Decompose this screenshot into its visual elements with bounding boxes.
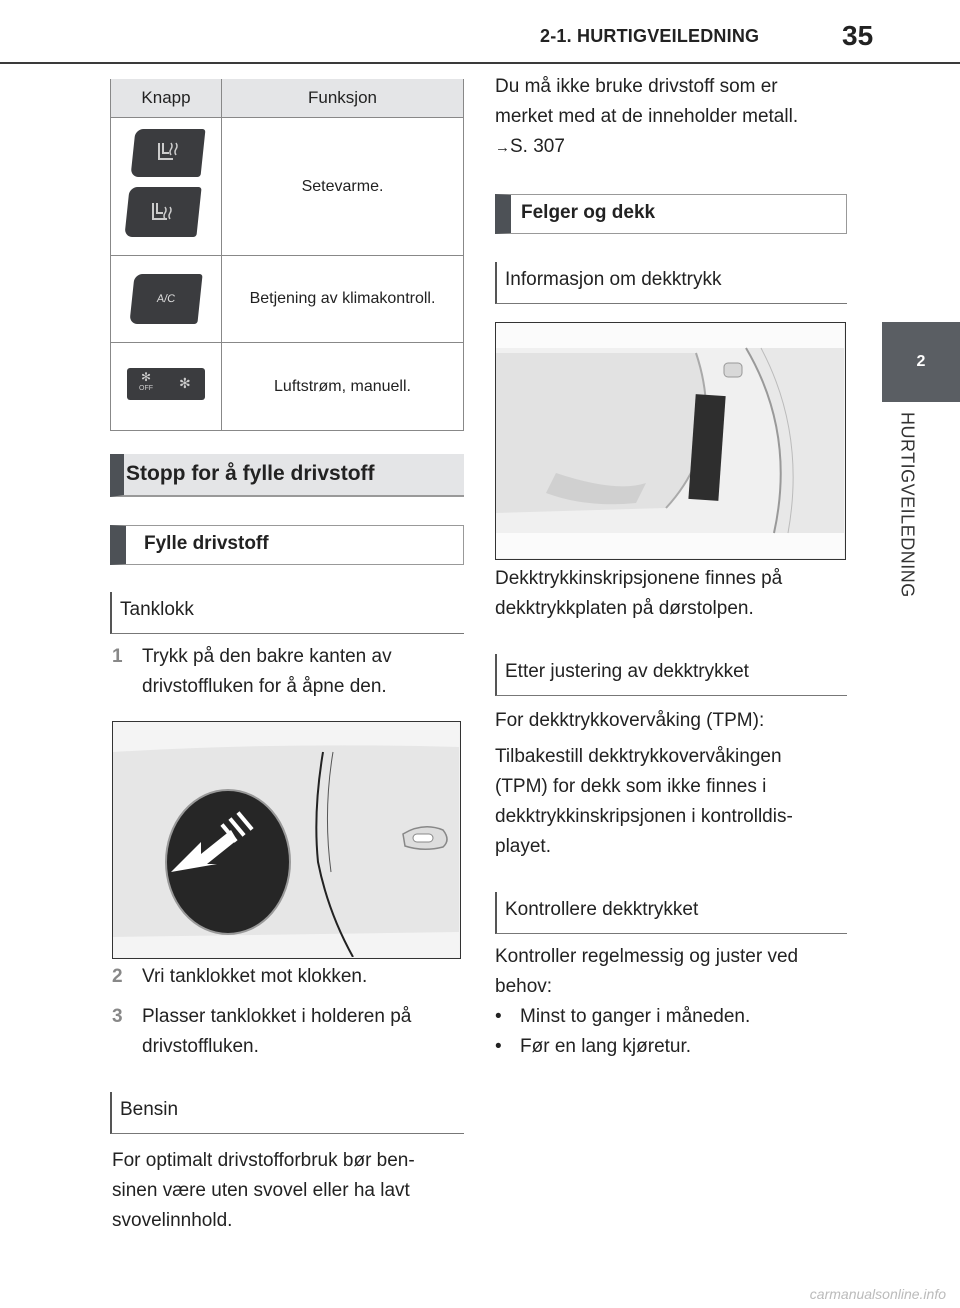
text-line: sinen være uten svovel eller ha lavt (112, 1180, 410, 1201)
text-line: Kontroller regelmessig og juster ved (495, 946, 799, 967)
bullet-text: Minst to ganger i måneden. (520, 1006, 751, 1027)
text-line: dekktrykkinskripsjonen i kontrolldis- (495, 806, 793, 827)
step-number: 2 (112, 966, 123, 987)
text-line: Tilbakestill dekktrykkovervåkingen (495, 746, 782, 767)
airflow-button-icon (127, 368, 205, 400)
airflow-icon-cell (111, 343, 222, 431)
heading-after-adjust-text: Etter justering av dekktrykket (505, 661, 749, 682)
watermark[interactable]: carmanualsonline.info (809, 1286, 946, 1302)
subsection-tires (495, 194, 847, 234)
chapter-side-label-text: HURTIGVEILEDNING (897, 412, 918, 598)
text-line: merket med at de inneholder metall. (495, 106, 799, 127)
section-refuel (110, 454, 464, 497)
adjust-paragraph (495, 742, 847, 862)
seat-heater-function: Setevarme. (222, 118, 464, 256)
chapter-side-label (867, 412, 947, 632)
running-header: 2-1. HURTIGVEILEDNING (540, 26, 760, 46)
check-paragraph (495, 942, 847, 1062)
bullet-icon: • (495, 1006, 502, 1027)
subsection-refuel (110, 525, 464, 565)
header-rule (0, 62, 960, 64)
text-line: For dekktrykkovervåking (TPM): (495, 710, 765, 731)
bensin-paragraph (112, 1146, 464, 1236)
table-row (111, 256, 464, 343)
button-function-table (110, 79, 464, 431)
heading-check-pressure (495, 892, 847, 934)
heading-check-pressure-text: Kontrollere dekktrykket (505, 899, 699, 920)
text-line: playet. (495, 836, 551, 857)
bullet-text: Før en lang kjøretur. (520, 1036, 692, 1057)
fuel-door-image (112, 721, 461, 959)
text-line: Du må ikke bruke drivstoff som er (495, 76, 778, 97)
seat-heater-icon-cell (111, 118, 222, 256)
section-refuel-title: Stopp for å fylle drivstoff (126, 462, 375, 485)
chapter-tab: 2 (882, 322, 960, 402)
step-text: Vri tanklokket mot klokken. (142, 966, 368, 987)
step-3 (112, 1002, 462, 1062)
page-number: 35 (842, 20, 874, 51)
adjust-intro (495, 706, 847, 736)
tire-placard-image (495, 322, 846, 560)
table-row (111, 343, 464, 431)
step-number: 1 (112, 646, 123, 667)
step-number: 3 (112, 1006, 123, 1027)
text-line: behov: (495, 976, 553, 997)
heading-tanklokk (110, 592, 464, 634)
tire-info-paragraph (495, 564, 847, 624)
fuel-door-illustration (113, 722, 459, 957)
table-header-button: Knapp (111, 79, 222, 118)
page-reference[interactable] (495, 132, 847, 163)
ac-button-icon (129, 274, 202, 324)
ac-button-text: A/C (156, 293, 176, 305)
bullet-item (495, 1002, 847, 1032)
table-row (111, 118, 464, 256)
heading-bensin (110, 1092, 464, 1134)
seat-heater-icon (127, 129, 205, 239)
step-2 (112, 962, 462, 992)
ac-function: Betjening av klimakontroll. (222, 256, 464, 343)
heading-after-adjust (495, 654, 847, 696)
metal-paragraph (495, 72, 847, 163)
heading-tire-info-text: Informasjon om dekktrykk (505, 269, 722, 290)
text-line: For optimalt drivstofforbruk bør ben- (112, 1150, 415, 1171)
bullet-icon: • (495, 1036, 502, 1057)
fan-off-icon: ✻ (141, 370, 152, 384)
page-reference-text: S. 307 (510, 136, 565, 157)
text-line: Dekktrykkinskripsjonene finnes på (495, 568, 783, 589)
step-text: Plasser tanklokket i holderen på drivstoffluken. (142, 1006, 412, 1057)
heading-tanklokk-text: Tanklokk (120, 599, 194, 620)
subsection-refuel-title: Fylle drivstoff (144, 533, 269, 554)
step-1 (112, 642, 462, 702)
table-header-function: Funksjon (222, 79, 464, 118)
subsection-tires-title: Felger og dekk (521, 202, 656, 223)
step-text: Trykk på den bakre kanten av drivstoffluken for å åpne den. (142, 646, 392, 697)
fan-icon: ✻ (179, 375, 191, 391)
text-line: (TPM) for dekk som ikke finnes i (495, 776, 767, 797)
arrow-right-icon: → (495, 139, 510, 156)
text-line: dekktrykkplaten på dørstolpen. (495, 598, 754, 619)
text-line: svovelinnhold. (112, 1210, 233, 1231)
airflow-function: Luftstrøm, manuell. (222, 343, 464, 431)
airflow-off-text: OFF (139, 385, 153, 392)
ac-icon-cell (111, 256, 222, 343)
door-pillar-illustration (496, 323, 844, 558)
bullet-item (495, 1032, 847, 1062)
heading-bensin-text: Bensin (120, 1099, 179, 1120)
heading-tire-info (495, 262, 847, 304)
